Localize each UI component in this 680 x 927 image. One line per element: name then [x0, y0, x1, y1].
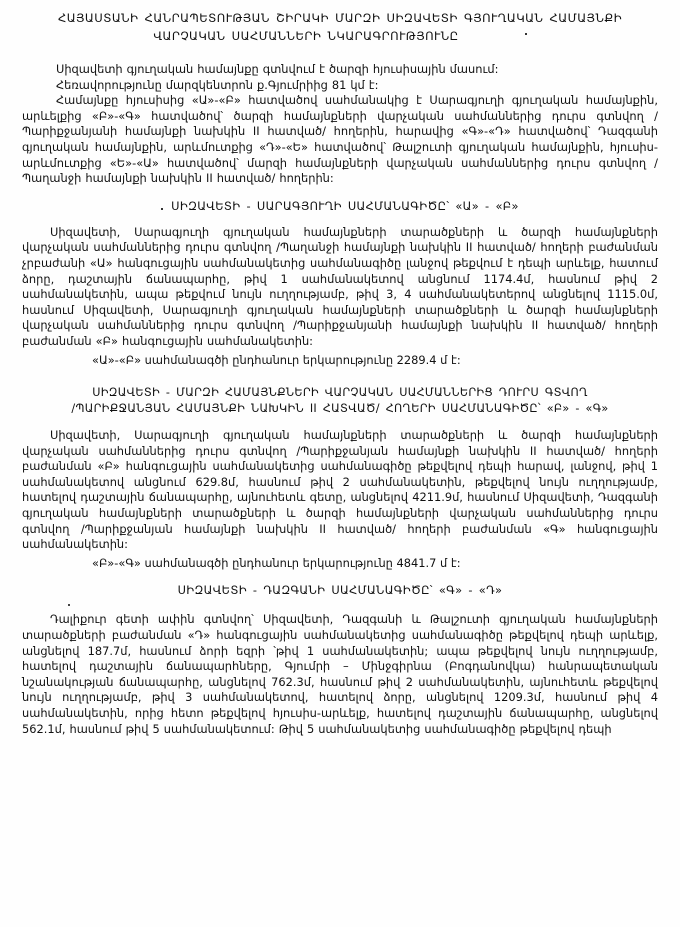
document-title-line-2: ՎԱՐՉԱԿԱՆ ՍԱՀՄԱՆՆԵՐԻ ՆԿԱՐԱԳՐՈՒԹՅՈՒՆԸ	[153, 29, 459, 43]
page-title	[22, 10, 658, 45]
section-2-body: Սիզավետի, Սարագյուղի գյուղական համայնքների տարածքների և ծարզի համայնքների վարչական սահմաններից դուրս գտնվող /Պարիքջանյան համայնքի նախկին II հատված/ հողերի բաժանման «Բ» հանգուցային սահմանակետից սահմանագիծը թեքվելով դեպի հարավ, լանջով, թիվ 1 սահմանակետով անցնում 629.8մ, հասնում թիվ 2 սահմանակետին, թեքվելով նույն ուղղությամբ, հատելով դաշտային ճանապարհը, այնուհետև գետը, անցնելով 4211.9մ, հասնում Սիզավետի, Դազգանի գյուղական համայնքների տարածքների և ծարզի համայնքների վարչական սահմաններից դուրս գտնվող /Պարիքջանյան համայնքի նախկին II հատված/ հողերի բաժանման «Գ» հանգուցային սահմանակետին:	[22, 428, 658, 552]
section-heading-1	[22, 198, 658, 214]
intro-paragraph-3: Համայնքը հյուսիսից «Ա»-«Բ» հատվածով սահմանակից է Սարագյուղի գյուղական համայնքին, արևելքից «Բ»-«Գ» հատվածով՝ ծարզի համայնքների վարչական սահմաններից դուրս գտնվող /Պարիքջանյանի համայնքի նախկին II հատված/ հողերին, հարավից «Գ»-«Դ» հատվածով՝ Դազգանի գյուղական համայնքին, արևմուտքից «Դ»-«Ե» հատվածով՝ Թալշուտի գյուղական համայնքին, հյուսիս-արևմուտքից «Ե»-«Ա» հատվածով՝ մարզի համայնքների վարչական սահմաններից դուրս գտնվող /Պաղանջի համայնքի նախկին II հատված/ հողերին:	[22, 93, 658, 186]
section-heading-3	[22, 582, 658, 598]
section-heading-2-line-2: /ՊԱՐԻՔՋԱՆՅԱՆ ՀԱՄԱՅՆՔԻ ՆԱԽԿԻՆ II ՀԱՏՎԱԾ/ ՀՈՂԵՐԻ ՍԱՀՄԱՆԱԳԻԾԸ՝ «Բ» - «Գ»	[71, 402, 609, 416]
section-2-length: «Բ»-«Գ» սահմանագծի ընդհանուր երկարությունը 4841.7 մ է:	[92, 555, 461, 570]
section-heading-2	[22, 385, 658, 417]
intro-paragraph-2: Հեռավորությունը մարզկենտրոն ք.Գյումրիից 81 կմ է:	[56, 77, 379, 92]
heading-lead-dot	[161, 208, 163, 210]
section-heading-3-text: ՍԻԶԱՎԵՏԻ - ԴԱԶԳԱՆԻ ՍԱՀՄԱՆԱԳԻԾԸ՝ «Գ» - «Դ»	[177, 583, 503, 598]
section-1-body: Սիզավետի, Սարագյուղի գյուղական համայնքների տարածքների և ծարզի համայնքների վարչական սահմաններից դուրս գտնվող /Պաղանջի համայնքի նախկին II հատված/ հողերի բաժանման չրբաժանի «Ա» հանգուցային սահմանակետից սահմանագիծը լանջով թեքվում է դեպի արևելք, հատում ձորը, դաշտային ճանապարհը, թիվ 1 սահմանակետով անցնում 1174.4մ, հասնում թիվ 2 սահմանակետին, ապա թեքվում նույն ուղղությամբ, թիվ 3, 4 սահմանակետերով անցնելով 1115.0մ, հասնում Սիզավետի, Սարագյուղի գյուղական համայնքների տարածքների և ծարզի համայնքների վարչական սահմաններից դուրս գտնվող /Պարիքջանյանի համայնքի նախկին II հատված/ հողերի բաժանման «Բ» հանգուցային սահմանակետին:	[22, 224, 658, 348]
section-1-length: «Ա»-«Բ» սահմանագծի ընդհանուր երկարությունը 2289.4 մ է:	[92, 352, 461, 367]
section-heading-2-line-1: ՍԻԶԱՎԵՏԻ - ՄԱՐԶԻ ՀԱՄԱՅՆՔՆԵՐԻ ՎԱՐՉԱԿԱՆ ՍԱՀՄԱՆՆԵՐԻՑ ԴՈՒՐՍ ԳՏՎՈՂ	[92, 386, 588, 400]
document-title-line-1: ՀԱՅԱՍՏԱՆԻ ՀԱՆՐԱՊԵՏՈՒԹՅԱՆ ՇԻՐԱԿԻ ՄԱՐԶԻ ՍԻԶԱՎԵՏԻ ԳՅՈՒՂԱԿԱՆ ՀԱՄԱՅՆՔԻ	[57, 11, 623, 25]
intro-paragraph-1: Սիզավետի գյուղական համայնքը գտնվում է ծարզի հյուսիսային մասում:	[56, 62, 499, 76]
title-trailing-dot	[525, 33, 527, 35]
section-3-body: Դալիքուր գետի ափին գտնվող՝ Սիզավետի, Դազգանի և Թալշուտի գյուղական համայնքների տարածքների բաժանման «Դ» հանգուցային սահմանակետից սահմանագիծը թեքվելով դեպի արևելք, անցնելով 187.7մ, հասնում ձորի եզրի ՝թիվ 1 սահմանակետին; ապա թեքվելով նույն ուղղությամբ, հատելով դաշտային ճանապարհները, Գյումրի – Մինջգիրնա (Բոգդանովկա) հանրապետական նշանակության ճանապարհը, անցնելով 762.3մ, հասնում թիվ 2 սահմանակետին, այնուհետև թեքվելով նույն ուղղությամբ, թիվ 3 սահմանակետով, հատելով ձորը, անցնելով 1209.3մ, հասնում թիվ 4 սահմանակետին, որից հետո թեքվելով հյուսիս-արևելք, հատելով դաշտային ճանապարհը, անցնելով 562.1մ, հասնում թիվ 5 սահմանակետում: Թիվ 5 սահմանակետից սահմանագիծը թեքվելով դեպի	[22, 612, 658, 736]
section-heading-1-text: ՍԻԶԱՎԵՏԻ - ՍԱՐԱԳՅՈՒՂԻ ՍԱՀՄԱՆԱԳԻԾԸ՝ «Ա» - «Բ»	[171, 198, 519, 213]
